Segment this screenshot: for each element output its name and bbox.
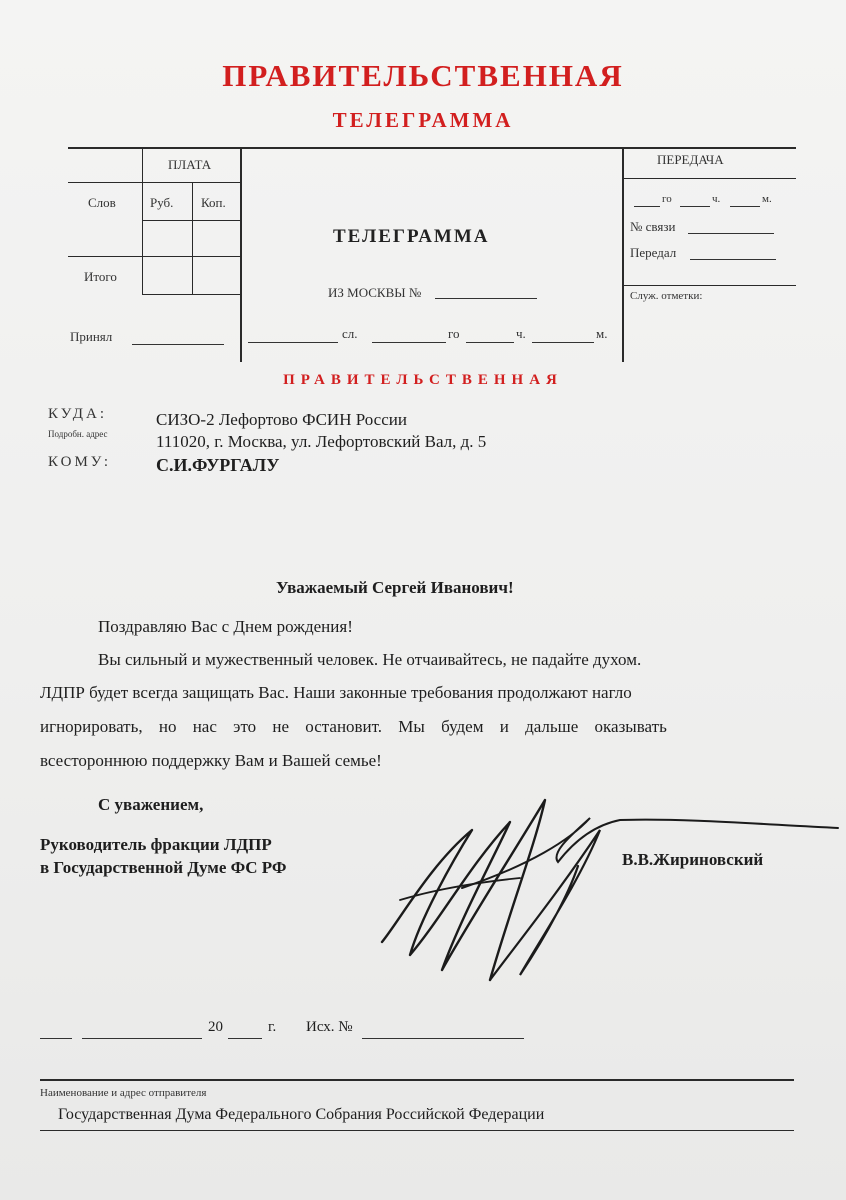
- kop-label: Коп.: [201, 195, 226, 210]
- address-line2: 111020, г. Москва, ул. Лефортовский Вал, д. 5: [156, 432, 487, 451]
- paragraph-2-line-1: Вы сильный и мужественный человек. Не отчаивайтесь, не падайте духом.: [98, 650, 642, 669]
- sl-label: сл.: [342, 326, 358, 341]
- m-label: м.: [596, 326, 608, 341]
- paragraph-2-line-3: игнорировать, но нас это не остановит. Мы будем и дальше оказывать: [40, 717, 667, 736]
- no-svyazi-label: № связи: [630, 219, 676, 234]
- sluzh-otmetki-label: Служ. отметки:: [630, 290, 703, 302]
- closing: С уважением,: [98, 795, 204, 814]
- komu-label: КОМУ:: [48, 454, 112, 470]
- outgoing-number-blank: [362, 1038, 524, 1039]
- peredacha-label: ПЕРЕДАЧА: [657, 152, 724, 167]
- position-line-1: Руководитель фракции ЛДПР: [40, 835, 272, 854]
- peredal-label: Передал: [630, 245, 677, 260]
- peredal-blank: [690, 259, 776, 260]
- itogo-label: Итого: [84, 269, 117, 284]
- sender-divider: [40, 1079, 794, 1081]
- ch-blank: [466, 342, 514, 343]
- plata-label: ПЛАТА: [168, 157, 212, 172]
- year-blank: [228, 1038, 262, 1039]
- header-title-sub: ТЕЛЕГРАММА: [332, 108, 514, 132]
- iz-moskvy-label: ИЗ МОСКВЫ №: [328, 285, 422, 300]
- iz-moskvy-blank: [435, 298, 537, 299]
- prinyal-label: Принял: [70, 329, 113, 344]
- rub-label: Руб.: [150, 195, 174, 210]
- right-ch-label: ч.: [712, 193, 721, 205]
- year-prefix: 20: [208, 1019, 223, 1035]
- sender-label: Наименование и адрес отправителя: [40, 1087, 207, 1099]
- right-go-label: го: [662, 193, 672, 205]
- gov-label: ПРАВИТЕЛЬСТВЕННАЯ: [283, 372, 563, 388]
- day-blank: [40, 1038, 72, 1039]
- signer-name: В.В.Жириновский: [622, 850, 764, 869]
- go-blank: [372, 342, 446, 343]
- right-ch-blank: [680, 206, 710, 207]
- header-title-main: ПРАВИТЕЛЬСТВЕННАЯ: [222, 58, 624, 93]
- center-telegram-title: ТЕЛЕГРАММА: [333, 226, 490, 247]
- month-blank: [82, 1038, 202, 1039]
- sl-blank: [248, 342, 338, 343]
- no-svyazi-blank: [688, 233, 774, 234]
- slov-label: Слов: [88, 195, 116, 210]
- recipient-name: С.И.ФУРГАЛУ: [156, 455, 280, 475]
- right-go-blank: [634, 206, 660, 207]
- paragraph-1: Поздравляю Вас с Днем рождения!: [98, 617, 353, 636]
- sender-name: Государственная Дума Федерального Собрания Российской Федерации: [58, 1106, 545, 1123]
- sender-bottom-rule: [40, 1130, 794, 1131]
- address-detail-label: Подробн. адрес: [48, 429, 108, 439]
- year-suffix: г.: [268, 1019, 277, 1035]
- signature-icon: [370, 770, 840, 990]
- paragraph-2-line-4: всестороннюю поддержку Вам и Вашей семье!: [40, 751, 382, 770]
- right-m-label: м.: [762, 193, 772, 205]
- outgoing-number-label: Исх. №: [306, 1019, 353, 1035]
- ch-label: ч.: [516, 326, 526, 341]
- address-line1: СИЗО-2 Лефортово ФСИН России: [156, 410, 407, 429]
- kuda-label: КУДА:: [48, 406, 108, 422]
- go-label: го: [448, 326, 460, 341]
- m-blank: [532, 342, 594, 343]
- position-line-2: в Государственной Думе ФС РФ: [40, 858, 287, 877]
- prinyal-blank: [132, 344, 224, 345]
- salutation: Уважаемый Сергей Иванович!: [276, 578, 514, 597]
- right-m-blank: [730, 206, 760, 207]
- paragraph-2-line-2: ЛДПР будет всегда защищать Вас. Наши законные требования продолжают нагло: [40, 683, 632, 702]
